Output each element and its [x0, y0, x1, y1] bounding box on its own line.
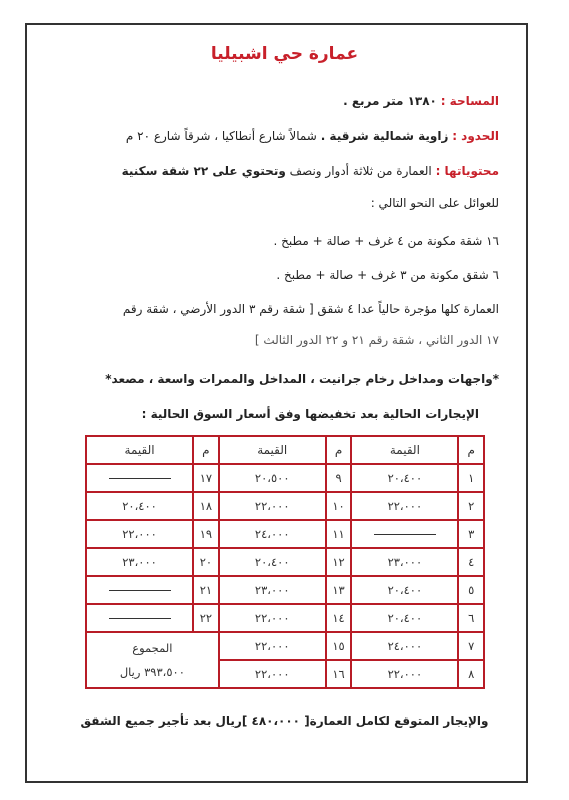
unit-rent-vacant [86, 576, 193, 604]
unit-rent: ٢٠،٤٠٠ [219, 548, 326, 576]
contents-text-bold: وتحتوي على ٢٢ شقة سكنية [121, 164, 286, 178]
table-row [86, 492, 484, 520]
total-value: ٣٩٣،٥٠٠ ريال [119, 665, 185, 679]
expected-rent-footer: والإيجار المتوقع لكامل العمارة[ ٤٨٠،٠٠٠ ]ريال بعد تأجير جميع الشقق [80, 714, 489, 728]
unit-rent: ٢٢،٠٠٠ [219, 660, 326, 688]
header-m: م [326, 436, 352, 464]
table-row [86, 632, 484, 660]
header-value: القيمة [219, 436, 326, 464]
rented-note-1: العمارة كلها مؤجرة حالياً عدا ٤ شقق [ شقة رقم ٣ الدور الأرضي ، شقة رقم [122, 302, 499, 316]
unit-number: ٦ [458, 604, 484, 632]
table-row [86, 604, 484, 632]
unit-number: ٣ [458, 520, 484, 548]
rents-table [85, 435, 485, 689]
unit-type-2: ٦ شقق مكونة من ٣ غرف + صالة + مطبخ . [276, 268, 499, 282]
unit-rent-vacant [86, 604, 193, 632]
total-cell [86, 632, 219, 688]
area-line [343, 94, 499, 108]
unit-number: ٢ [458, 492, 484, 520]
total-label: المجموع [132, 641, 173, 655]
unit-number: ١١ [326, 520, 352, 548]
unit-rent: ٢٠،٤٠٠ [351, 604, 458, 632]
table-header-row [86, 436, 484, 464]
unit-rent: ٢٢،٠٠٠ [219, 604, 326, 632]
contents-line [122, 164, 499, 178]
unit-number: ٨ [458, 660, 484, 688]
table-row [86, 464, 484, 492]
unit-number: ١٨ [193, 492, 219, 520]
unit-rent: ٢٢،٠٠٠ [351, 492, 458, 520]
header-value: القيمة [86, 436, 193, 464]
area-value: ١٣٨٠ متر مربع . [343, 94, 437, 108]
unit-rent: ٢٤،٠٠٠ [219, 520, 326, 548]
unit-type-1: ١٦ شقة مكونة من ٤ غرف + صالة + مطبخ . [273, 234, 499, 248]
unit-rent: ٢٢،٠٠٠ [86, 520, 193, 548]
header-m: م [193, 436, 219, 464]
page-title: عمارة حي اشبيليا [210, 44, 359, 64]
unit-number: ١٤ [326, 604, 352, 632]
unit-rent: ٢٢،٠٠٠ [351, 660, 458, 688]
unit-rent: ٢٠،٤٠٠ [86, 492, 193, 520]
rents-heading: الإيجارات الحالية بعد تخفيضها وفق أسعار السوق الحالية : [141, 407, 479, 421]
area-label: المساحة : [440, 94, 499, 108]
header-m: م [458, 436, 484, 464]
table-row [86, 548, 484, 576]
borders-line [126, 129, 499, 143]
vacant-dash [109, 478, 171, 479]
header-value: القيمة [351, 436, 458, 464]
contents-line-2: للعوائل على النحو التالي : [370, 196, 499, 210]
unit-number: ٢١ [193, 576, 219, 604]
unit-rent-vacant [351, 520, 458, 548]
unit-number: ١٣ [326, 576, 352, 604]
unit-rent: ٢٢،٠٠٠ [219, 632, 326, 660]
unit-rent: ٢٠،٤٠٠ [351, 464, 458, 492]
unit-number: ١٥ [326, 632, 352, 660]
contents-label: محتوياتها : [435, 164, 499, 178]
unit-number: ٥ [458, 576, 484, 604]
borders-label: الحدود : [452, 129, 499, 143]
borders-text: شمالاً شارع أنطاكيا ، شرقاً شارع ٢٠ م [125, 129, 317, 143]
table-row [86, 520, 484, 548]
rented-note-2: ١٧ الدور الثاني ، شقة رقم ٢١ و ٢٢ الدور الثالث ] [254, 333, 499, 347]
unit-number: ١٩ [193, 520, 219, 548]
unit-rent: ٢٣،٠٠٠ [351, 548, 458, 576]
unit-rent: ٢٣،٠٠٠ [86, 548, 193, 576]
unit-rent: ٢٣،٠٠٠ [219, 576, 326, 604]
unit-number: ٤ [458, 548, 484, 576]
table-row [86, 576, 484, 604]
unit-rent-vacant [86, 464, 193, 492]
unit-rent: ٢٤،٠٠٠ [351, 632, 458, 660]
unit-rent: ٢٠،٥٠٠ [219, 464, 326, 492]
unit-number: ١٧ [193, 464, 219, 492]
unit-number: ٩ [326, 464, 352, 492]
borders-text-bold: زاوية شمالية شرقية . [320, 129, 449, 143]
unit-number: ٢٢ [193, 604, 219, 632]
unit-number: ١٦ [326, 660, 352, 688]
unit-number: ١٢ [326, 548, 352, 576]
vacant-dash [374, 534, 436, 535]
features-line: *واجهات ومداخل رخام جرانيت ، المداخل والممرات واسعة ، مصعد* [105, 372, 499, 386]
unit-rent: ٢٢،٠٠٠ [219, 492, 326, 520]
vacant-dash [109, 590, 171, 591]
unit-number: ٢٠ [193, 548, 219, 576]
unit-number: ٧ [458, 632, 484, 660]
unit-number: ١٠ [326, 492, 352, 520]
unit-number: ١ [458, 464, 484, 492]
unit-rent: ٢٠،٤٠٠ [351, 576, 458, 604]
vacant-dash [109, 618, 171, 619]
contents-text: العمارة من ثلاثة أدوار ونصف [289, 164, 432, 178]
